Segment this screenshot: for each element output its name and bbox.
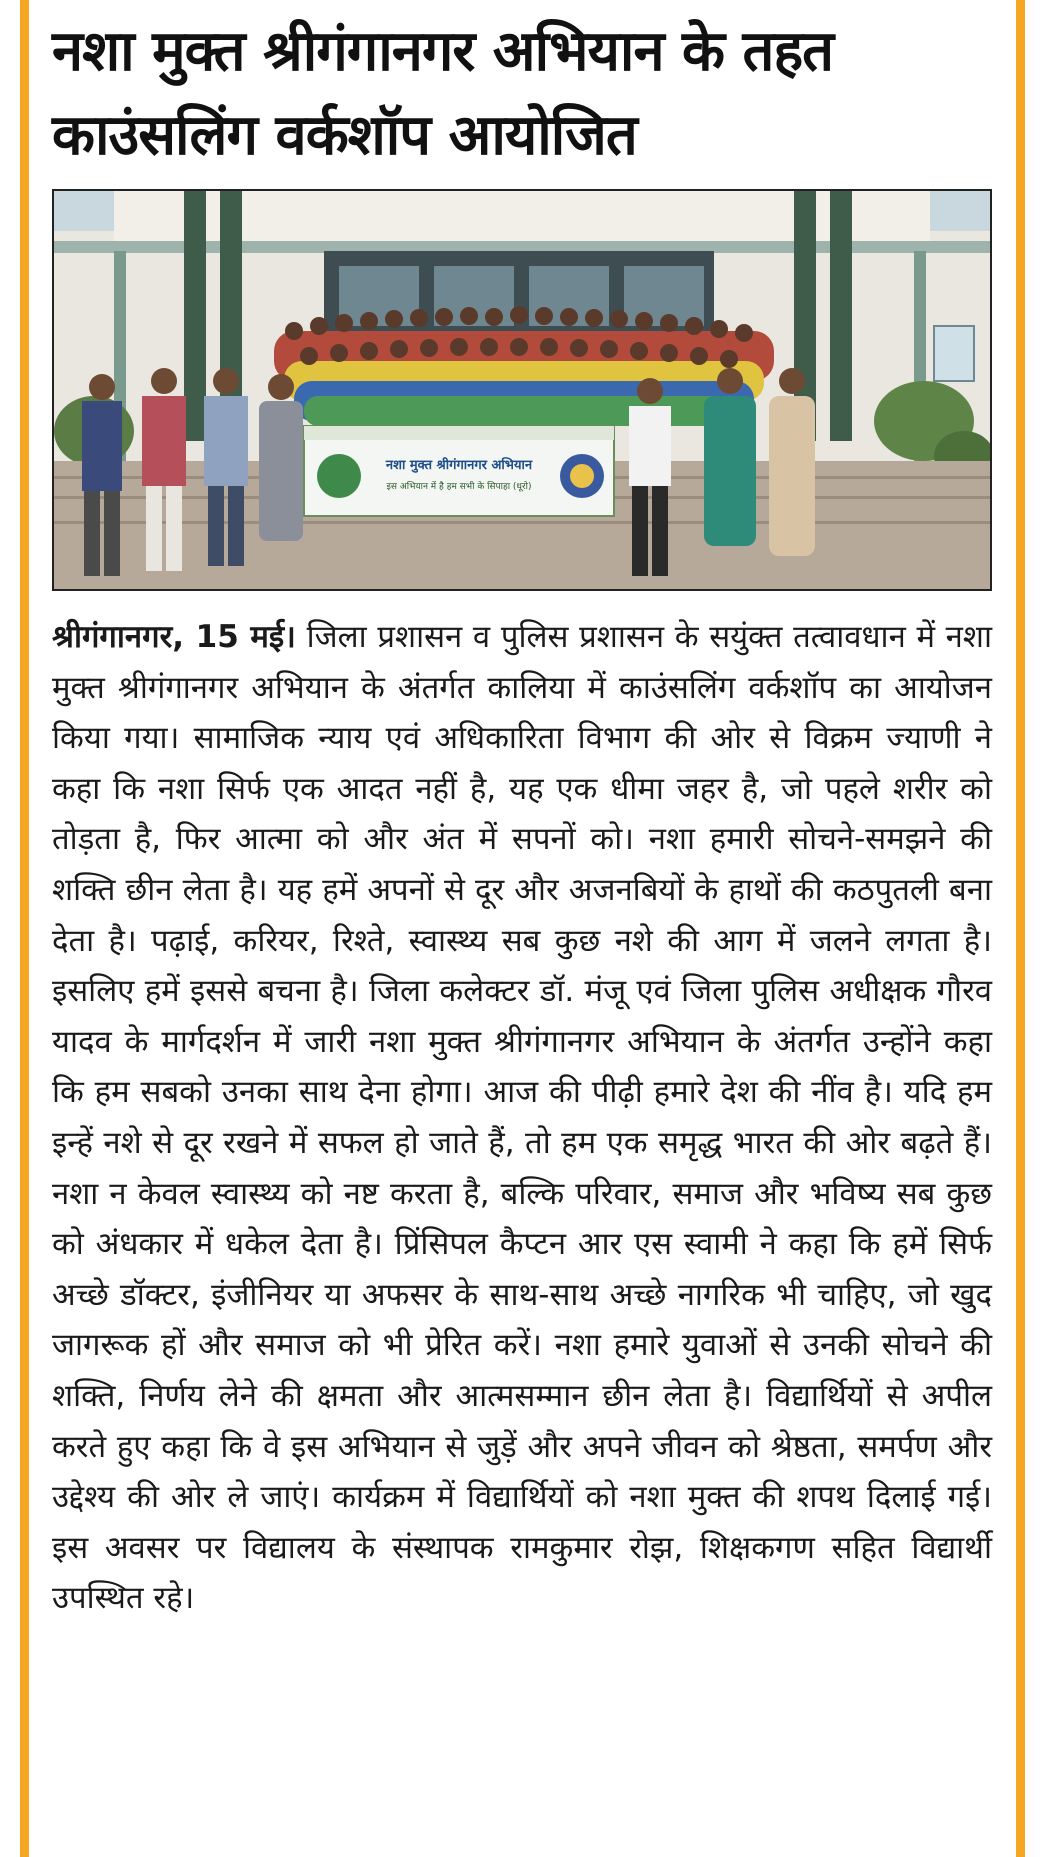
article-body (52, 612, 992, 1624)
group-photo (52, 189, 992, 591)
right-frame-border (1016, 0, 1025, 1857)
banner-subtitle: इस अभियान में है हम सभी के सिपाहा (धूरो) (386, 482, 532, 492)
headline-line-2: काउंसलिंग वर्कशॉप आयोजित (52, 103, 637, 168)
left-frame-border (20, 0, 29, 1857)
news-clipping (52, 0, 996, 1857)
article-text: जिला प्रशासन व पुलिस प्रशासन के सयुंक्त तत्वावधान में नशा मुक्त श्रीगंगानगर अभियान के अंतर्गत कालिया में काउंसलिंग वर्कशॉप का आयोजन किया गया। सामाजिक न्याय एवं अधिकारिता विभाग की ओर से विक्रम ज्याणी ने कहा कि नशा सिर्फ एक आदत नहीं है, यह एक धीमा जहर है, जो पहले शरीर को तोड़ता है, फिर आत्मा को और अंत में सपनों को। नशा हमारी सोचने-समझने की शक्ति छीन लेता है। यह हमें अपनों से दूर और अजनबियों के हाथों की कठपुतली बना देता है। पढ़ाई, करियर, रिश्ते, स्वास्थ्य सब कुछ नशे की आग में जलने लगता है। इसलिए हमें इससे बचना है। जिला कलेक्टर डॉ. मंजू एवं जिला पुलिस अधीक्षक गौरव यादव के मार्गदर्शन में जारी नशा मुक्त श्रीगंगानगर अभियान के अंतर्गत उन्होंने कहा कि हम सबको उनका साथ देना होगा। आज की पीढ़ी हमारे देश की नींव है। यदि हम इन्हें नशे से दूर रखने में सफल हो जाते हैं, तो हम एक समृद्ध भारत की ओर बढ़ते हैं। नशा न केवल स्वास्थ्य को नष्ट करता है, बल्कि परिवार, समाज और भविष्य सब कुछ को अंधकार में धकेल देता है। प्रिंसिपल कैप्टन आर एस स्वामी ने कहा कि हमें सिर्फ अच्छे डॉक्टर, इंजीनियर या अफसर के साथ-साथ अच्छे नागरिक भी चाहिए, जो खुद जागरूक हों और समाज को भी प्रेरित करें। नशा हमारे युवाओं से उनकी सोचने की शक्ति, निर्णय लेने की क्षमता और आत्मसम्मान छीन लेता है। विद्यार्थियों से अपील करते हुए कहा कि वे इस अभियान से जुड़ें और अपने जीवन को श्रेष्ठता, समर्पण और उद्देश्य की ओर ले जाएं। कार्यक्रम में विद्यार्थियों को नशा मुक्त की शपथ दिलाई गई। इस अवसर पर विद्यालय के संस्थापक रामकुमार रोझ, शिक्षकगण सहित विद्यार्थी उपस्थित रहे। (52, 619, 992, 1617)
group-photo-illustration (54, 191, 990, 589)
banner-title: नशा मुक्त श्रीगंगानगर अभियान (385, 458, 533, 473)
dateline: श्रीगंगानगर, 15 मई। (52, 619, 296, 655)
headline-line-1: नशा मुक्त श्रीगंगानगर अभियान के तहत (52, 19, 834, 84)
headline (52, 0, 996, 178)
